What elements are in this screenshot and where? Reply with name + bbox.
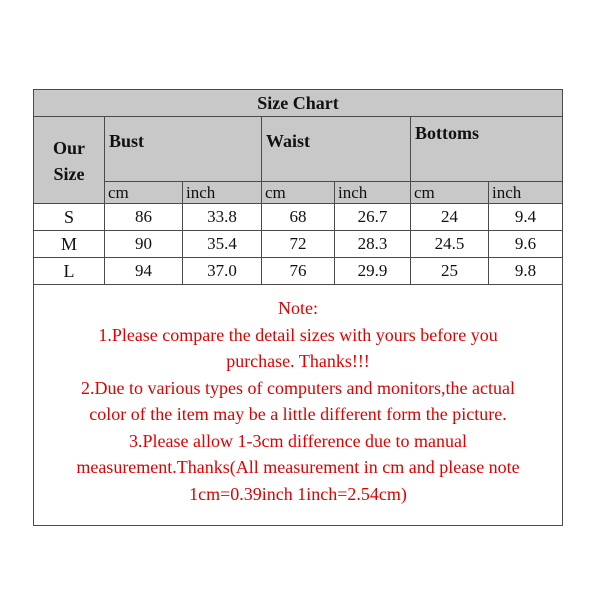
- table-cell: 9.8: [489, 258, 563, 285]
- table-cell: 24.5: [411, 231, 489, 258]
- unit-waist-cm: cm: [262, 182, 335, 204]
- note-line: measurement.Thanks(All measurement in cm and please note: [76, 457, 520, 477]
- table-cell: 86: [105, 204, 183, 231]
- bottoms-header-label: Bottoms: [415, 123, 479, 143]
- header-row: [34, 117, 563, 182]
- table-cell: 37.0: [183, 258, 262, 285]
- table-cell: 35.4: [183, 231, 262, 258]
- size-label: M: [34, 231, 105, 258]
- bottoms-header: [411, 117, 563, 182]
- unit-row: [34, 182, 563, 204]
- table-cell: 29.9: [335, 258, 411, 285]
- table-cell: 68: [262, 204, 335, 231]
- table-row: [34, 258, 563, 285]
- note-line: color of the item may be a little different form the picture.: [89, 404, 507, 424]
- table-row: [34, 231, 563, 258]
- size-chart: [33, 89, 562, 526]
- size-header-line-1: Our: [52, 138, 85, 158]
- size-table: [33, 89, 563, 526]
- table-cell: 76: [262, 258, 335, 285]
- note-line: purchase. Thanks!!!: [226, 351, 370, 371]
- table-cell: 94: [105, 258, 183, 285]
- size-label: L: [34, 258, 105, 285]
- note-line: 1cm=0.39inch 1inch=2.54cm): [189, 483, 407, 504]
- size-header: [34, 117, 105, 204]
- table-cell: 72: [262, 231, 335, 258]
- note-line: 3.Please allow 1-3cm difference due to manual: [128, 430, 468, 451]
- note-line: 1.Please compare the detail sizes with yours before you: [98, 324, 498, 345]
- size-header-line-2: Size: [53, 164, 85, 184]
- unit-bottoms-inch: inch: [489, 182, 563, 204]
- note-section: [34, 285, 563, 526]
- table-cell: 26.7: [335, 204, 411, 231]
- waist-header: Waist: [262, 117, 411, 182]
- table-cell: 9.4: [489, 204, 563, 231]
- size-label: S: [34, 204, 105, 231]
- bust-header: Bust: [105, 117, 262, 182]
- note-heading: Note:: [278, 298, 318, 318]
- table-row: [34, 204, 563, 231]
- table-cell: 33.8: [183, 204, 262, 231]
- table-cell: 24: [411, 204, 489, 231]
- table-cell: 25: [411, 258, 489, 285]
- unit-bust-inch: inch: [183, 182, 262, 204]
- table-cell: 28.3: [335, 231, 411, 258]
- table-cell: 9.6: [489, 231, 563, 258]
- unit-bust-cm: cm: [105, 182, 183, 204]
- unit-waist-inch: inch: [335, 182, 411, 204]
- chart-title: Size Chart: [34, 90, 563, 117]
- unit-bottoms-cm: cm: [411, 182, 489, 204]
- table-cell: 90: [105, 231, 183, 258]
- note-line: 2.Due to various types of computers and monitors,the actual: [81, 377, 515, 398]
